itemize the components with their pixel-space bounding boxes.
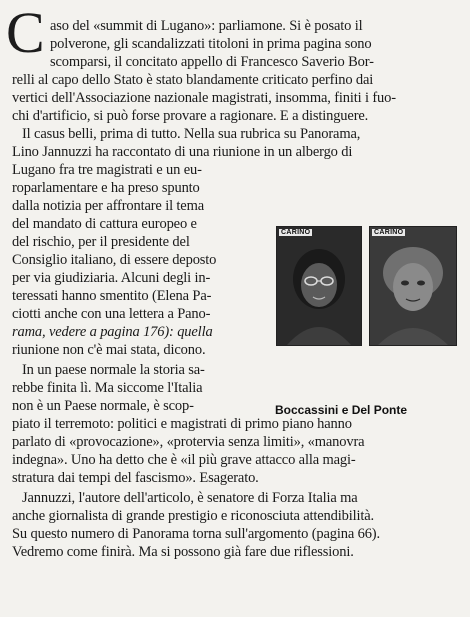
- photo-boccassini: [276, 226, 362, 346]
- text-line: In un paese normale la storia sa-: [22, 362, 205, 378]
- text-line: Jannuzzi, l'autore dell'articolo, è senatore di Forza Italia ma: [22, 490, 358, 506]
- text-line: per via giudiziaria. Alcuni degli in-: [12, 270, 211, 286]
- photo-del-ponte: [369, 226, 457, 346]
- text-line: non è un Paese normale, è scop-: [12, 398, 194, 414]
- text-line: polverone, gli scandalizzati titoloni in prima pagina sono: [50, 36, 372, 52]
- portrait-image: [370, 227, 456, 345]
- text-line: piato il terremoto: politici e magistrati di primo piano hanno: [12, 416, 352, 432]
- text-line: Lugano fra tre magistrati e un eu-: [12, 162, 202, 178]
- text-line: Su questo numero di Panorama torna sull'argomento (pagina 66).: [12, 526, 380, 542]
- text-line: chi d'artificio, si può forse provare a ragionare. E a distinguere.: [12, 108, 369, 124]
- photo-credit-label: CARINO: [374, 229, 404, 236]
- photo-credit-label: CARINO: [281, 229, 311, 236]
- portrait-image: [277, 227, 361, 345]
- text-line: riunione non c'è mai stata, dicono.: [12, 342, 206, 358]
- text-line: relli al capo dello Stato è stato blandamente criticato perfino dai: [12, 72, 374, 88]
- text-line: Vedremo come finirà. Ma si possono già fare due riflessioni.: [12, 544, 354, 560]
- text-line: dalla notizia per affrontare il tema: [12, 198, 204, 214]
- text-line: del mandato di cattura europeo e: [12, 216, 197, 232]
- text-line: teressati hanno smentito (Elena Pa-: [12, 288, 212, 304]
- text-line: aso del «summit di Lugano»: parliamone. Si è posato il: [50, 18, 363, 34]
- text-line: parlato di «provocazione», «protervia senza limiti», «manovra: [12, 434, 365, 450]
- text-line: stratura dai tempi del fascismo». Esagerato.: [12, 470, 259, 486]
- drop-cap: C: [6, 0, 45, 65]
- text-line: roparlamentare e ha preso spunto: [12, 180, 200, 196]
- text-line: Lino Jannuzzi ha raccontato di una riunione in un albergo di: [12, 144, 353, 160]
- text-line: anche giornalista di grande prestigio e riconosciuta attendibilità.: [12, 508, 374, 524]
- text-line: ciotti anche con una lettera a Pano-: [12, 306, 211, 322]
- text-line: scomparsi, il concitato appello di Francesco Saverio Bor-: [50, 54, 374, 70]
- text-line: rama, vedere a pagina 176): quella: [12, 324, 213, 340]
- text-line: Il casus belli, prima di tutto. Nella sua rubrica su Panorama,: [22, 126, 361, 142]
- text-line: indegna». Uno ha detto che è «il più grave attacco alla magi-: [12, 452, 356, 468]
- text-line: vertici dell'Associazione nazionale magistrati, insomma, finiti i fuo-: [12, 90, 396, 106]
- text-line: rebbe finita lì. Ma siccome l'Italia: [12, 380, 203, 396]
- text-line: del rischio, per il presidente del: [12, 234, 190, 250]
- photo-caption: Boccassini e Del Ponte: [275, 403, 408, 417]
- text-line: Consiglio italiano, di essere deposto: [12, 252, 217, 268]
